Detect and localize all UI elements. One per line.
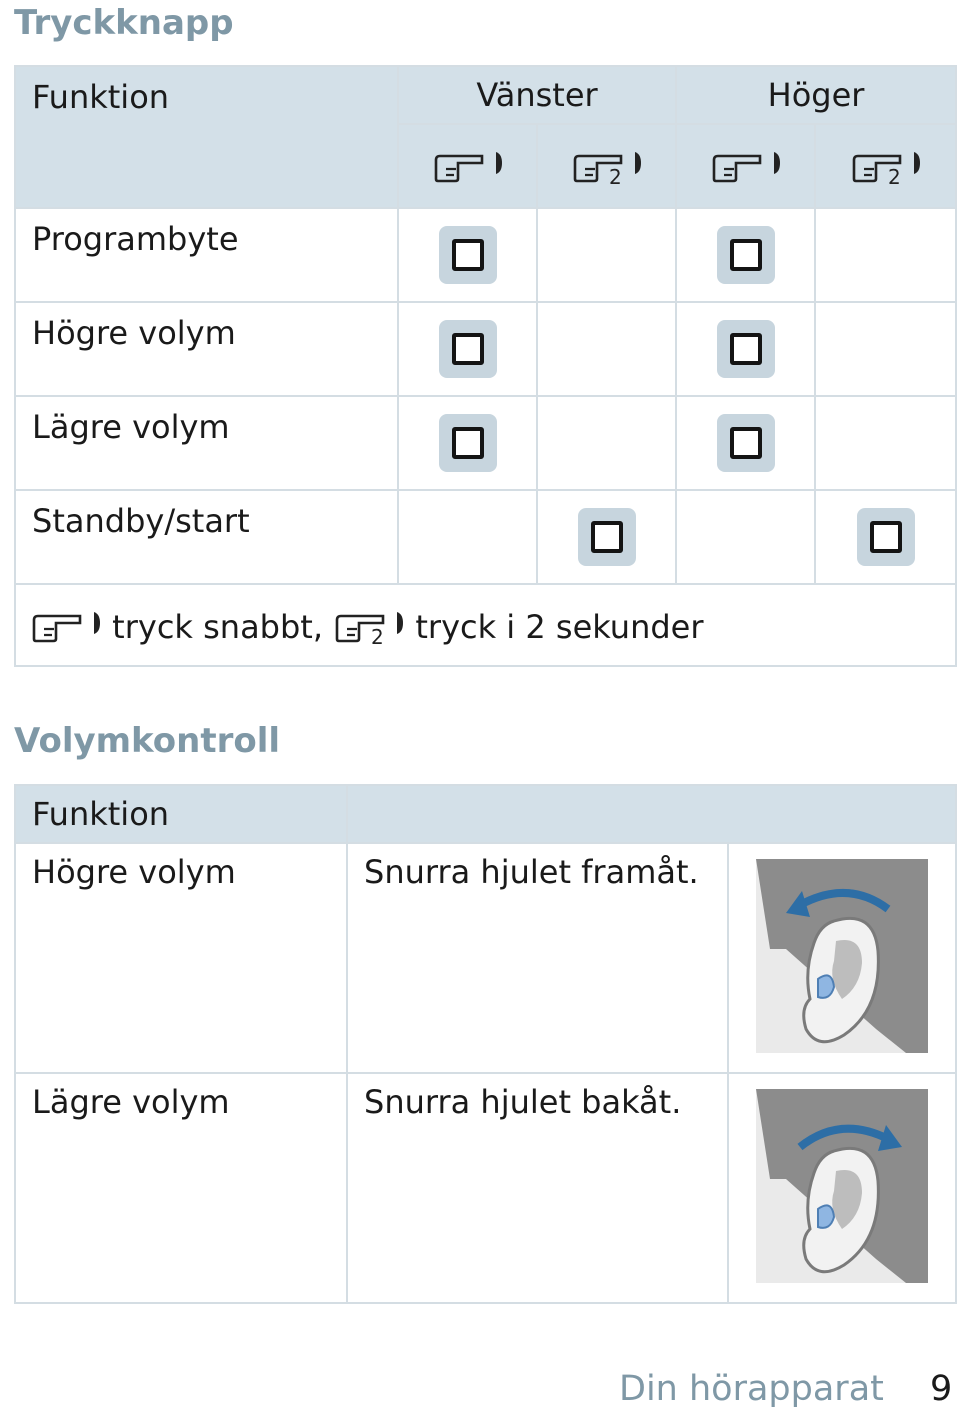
mark-cell <box>537 490 676 584</box>
legend-long-text: tryck i 2 sekunder <box>415 607 704 646</box>
mark-cell <box>815 302 956 396</box>
ear-forward-icon <box>756 859 928 1053</box>
ear-backward-icon <box>756 1089 928 1283</box>
mark-cell <box>676 302 815 396</box>
mark-cell <box>537 302 676 396</box>
button-checkbox-icon <box>717 226 775 284</box>
row-instruction: Snurra hjulet framåt. <box>347 843 728 1073</box>
mark-cell <box>398 490 537 584</box>
page-number: 9 <box>930 1369 953 1409</box>
short-press-icon <box>432 146 504 186</box>
table-row <box>15 396 956 490</box>
volume-control-table <box>14 784 957 1304</box>
table-row <box>15 490 956 584</box>
svg-text:2: 2 <box>608 165 622 186</box>
mark-cell <box>537 396 676 490</box>
long-press-icon <box>850 146 922 186</box>
short-press-icon <box>710 146 782 186</box>
push-button-rows <box>15 208 956 584</box>
column-header-function: Funktion <box>15 66 398 208</box>
row-label: Lägre volym <box>15 1073 347 1303</box>
right-short-press-cell <box>676 124 815 208</box>
mark-cell <box>676 208 815 302</box>
left-short-press-cell <box>398 124 537 208</box>
legend-short-text: tryck snabbt, <box>112 607 324 646</box>
table-header-row <box>15 785 956 843</box>
row-label: Högre volym <box>15 302 398 396</box>
row-label: Högre volym <box>15 843 347 1073</box>
row-label: Lägre volym <box>15 396 398 490</box>
mark-cell <box>676 396 815 490</box>
long-press-icon <box>333 606 405 646</box>
button-checkbox-icon <box>857 508 915 566</box>
mark-cell <box>398 302 537 396</box>
row-label: Standby/start <box>15 490 398 584</box>
long-press-icon <box>571 146 643 186</box>
mark-cell <box>398 396 537 490</box>
footer-title: Din hörapparat <box>619 1369 884 1409</box>
table-row <box>15 302 956 396</box>
button-checkbox-icon <box>439 414 497 472</box>
right-long-press-cell <box>815 124 956 208</box>
mark-cell <box>815 490 956 584</box>
legend <box>15 584 956 666</box>
push-button-table <box>14 65 957 667</box>
row-label: Programbyte <box>15 208 398 302</box>
mark-cell <box>815 208 956 302</box>
button-checkbox-icon <box>439 320 497 378</box>
section-title-push-button: Tryckknapp <box>14 3 234 43</box>
left-long-press-cell <box>537 124 676 208</box>
mark-cell <box>815 396 956 490</box>
mark-cell <box>676 490 815 584</box>
column-header-left: Vänster <box>398 66 676 124</box>
button-checkbox-icon <box>439 226 497 284</box>
column-header-right: Höger <box>676 66 956 124</box>
svg-text:2: 2 <box>371 624 384 646</box>
column-header-empty <box>347 785 956 843</box>
button-checkbox-icon <box>578 508 636 566</box>
ear-wheel-forward-illustration <box>728 843 956 1073</box>
table-header-row <box>15 66 956 124</box>
table-row <box>15 843 956 1073</box>
svg-text:2: 2 <box>887 165 901 186</box>
column-header-function: Funktion <box>15 785 347 843</box>
table-row <box>15 208 956 302</box>
table-row <box>15 1073 956 1303</box>
legend-row <box>15 584 956 666</box>
button-checkbox-icon <box>717 320 775 378</box>
ear-wheel-backward-illustration <box>728 1073 956 1303</box>
mark-cell <box>537 208 676 302</box>
mark-cell <box>398 208 537 302</box>
short-press-icon <box>30 606 102 646</box>
row-instruction: Snurra hjulet bakåt. <box>347 1073 728 1303</box>
section-title-volume-control: Volymkontroll <box>14 721 281 761</box>
button-checkbox-icon <box>717 414 775 472</box>
